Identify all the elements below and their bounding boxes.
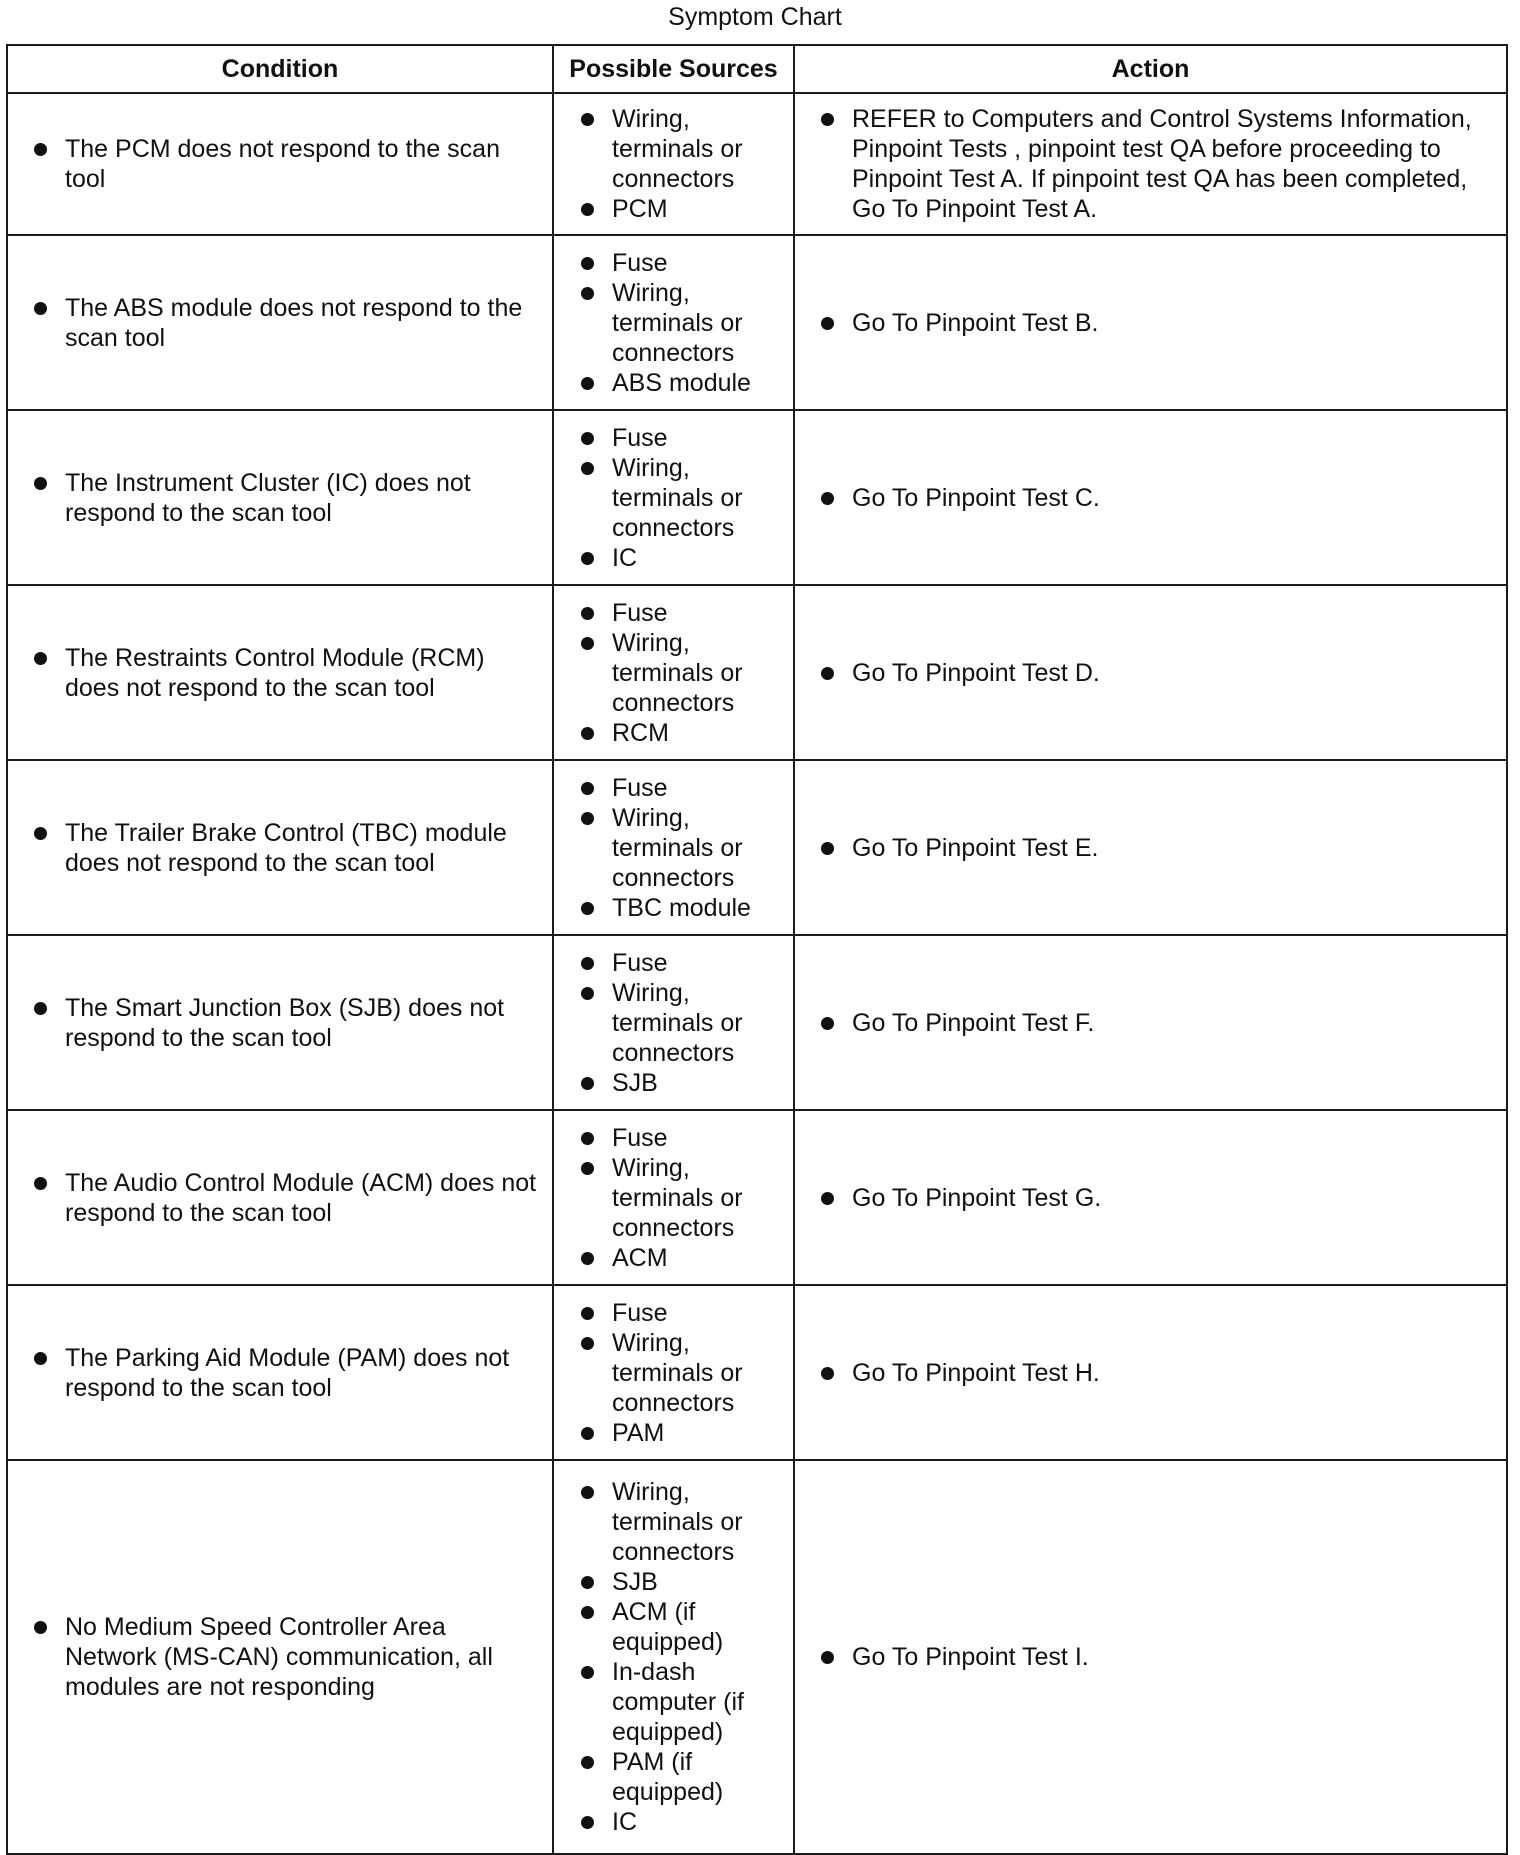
- condition-text: The Smart Junction Box (SJB) does not respond to the scan tool: [8, 993, 552, 1053]
- action-text: Go To Pinpoint Test D.: [795, 658, 1506, 688]
- sources-list: [554, 1298, 793, 1448]
- action-text: Go To Pinpoint Test E.: [795, 833, 1506, 863]
- sources-cell: [553, 235, 794, 410]
- condition-text: No Medium Speed Controller Area Network (MS-CAN) communication, all modules are not responding: [8, 1612, 552, 1702]
- condition-text: The Instrument Cluster (IC) does not respond to the scan tool: [8, 468, 552, 528]
- action-cell: [794, 935, 1507, 1110]
- table-row: [7, 585, 1507, 760]
- condition-list: [8, 818, 552, 878]
- sources-cell: [553, 935, 794, 1110]
- sources-cell: [553, 410, 794, 585]
- source-item: PAM: [554, 1418, 793, 1448]
- action-list: [795, 1008, 1506, 1038]
- condition-list: [8, 293, 552, 353]
- condition-text: The Parking Aid Module (PAM) does not respond to the scan tool: [8, 1343, 552, 1403]
- condition-text: The Trailer Brake Control (TBC) module does not respond to the scan tool: [8, 818, 552, 878]
- source-item: Wiring, terminals or connectors: [554, 1477, 793, 1567]
- source-item: Fuse: [554, 248, 793, 278]
- source-item: In-dash computer (if equipped): [554, 1657, 793, 1747]
- source-item: SJB: [554, 1068, 793, 1098]
- source-item: IC: [554, 1807, 793, 1837]
- action-cell: [794, 1285, 1507, 1460]
- header-row: [7, 45, 1507, 93]
- source-item: RCM: [554, 718, 793, 748]
- sources-cell: [553, 1110, 794, 1285]
- action-list: [795, 1642, 1506, 1672]
- action-cell: [794, 235, 1507, 410]
- source-item: Fuse: [554, 598, 793, 628]
- action-cell: [794, 1110, 1507, 1285]
- symptom-chart-table: [6, 44, 1508, 1855]
- sources-cell: [553, 585, 794, 760]
- condition-list: [8, 134, 552, 194]
- condition-list: [8, 1343, 552, 1403]
- sources-cell: [553, 760, 794, 935]
- action-list: [795, 104, 1506, 224]
- condition-cell: [7, 585, 553, 760]
- source-item: ACM (if equipped): [554, 1597, 793, 1657]
- condition-list: [8, 643, 552, 703]
- action-list: [795, 308, 1506, 338]
- source-item: PCM: [554, 194, 793, 224]
- source-item: Wiring, terminals or connectors: [554, 453, 793, 543]
- condition-cell: [7, 1285, 553, 1460]
- action-list: [795, 1183, 1506, 1213]
- action-cell: [794, 1460, 1507, 1854]
- condition-text: The Audio Control Module (ACM) does not respond to the scan tool: [8, 1168, 552, 1228]
- action-list: [795, 833, 1506, 863]
- sources-list: [554, 1123, 793, 1273]
- condition-text: The PCM does not respond to the scan tool: [8, 134, 552, 194]
- source-item: IC: [554, 543, 793, 573]
- condition-list: [8, 1168, 552, 1228]
- condition-cell: [7, 1110, 553, 1285]
- condition-text: The Restraints Control Module (RCM) does not respond to the scan tool: [8, 643, 552, 703]
- sources-cell: [553, 93, 794, 235]
- chart-title: Symptom Chart: [668, 3, 842, 31]
- table-row: [7, 93, 1507, 235]
- action-list: [795, 483, 1506, 513]
- source-item: Fuse: [554, 423, 793, 453]
- table-row: [7, 1110, 1507, 1285]
- source-item: Wiring, terminals or connectors: [554, 628, 793, 718]
- header-condition: Condition: [7, 45, 553, 93]
- source-item: Wiring, terminals or connectors: [554, 104, 793, 194]
- condition-list: [8, 993, 552, 1053]
- condition-cell: [7, 1460, 553, 1854]
- condition-text: The ABS module does not respond to the scan tool: [8, 293, 552, 353]
- table-row: [7, 760, 1507, 935]
- sources-list: [554, 248, 793, 398]
- action-text: Go To Pinpoint Test B.: [795, 308, 1506, 338]
- source-item: PAM (if equipped): [554, 1747, 793, 1807]
- header-possible-sources: Possible Sources: [553, 45, 794, 93]
- source-item: ACM: [554, 1243, 793, 1273]
- action-list: [795, 658, 1506, 688]
- sources-list: [554, 948, 793, 1098]
- action-text: Go To Pinpoint Test C.: [795, 483, 1506, 513]
- condition-cell: [7, 93, 553, 235]
- action-text: REFER to Computers and Control Systems Information, Pinpoint Tests , pinpoint test QA before proceeding to Pinpoint Test A. If pinpoint test QA has been completed, Go To Pinpoint Test A.: [795, 104, 1506, 224]
- condition-list: [8, 1612, 552, 1702]
- action-text: Go To Pinpoint Test G.: [795, 1183, 1506, 1213]
- source-item: SJB: [554, 1567, 793, 1597]
- condition-cell: [7, 760, 553, 935]
- action-cell: [794, 760, 1507, 935]
- table-row: [7, 410, 1507, 585]
- condition-cell: [7, 935, 553, 1110]
- source-item: Fuse: [554, 948, 793, 978]
- sources-cell: [553, 1460, 794, 1854]
- sources-list: [554, 598, 793, 748]
- condition-cell: [7, 410, 553, 585]
- source-item: Wiring, terminals or connectors: [554, 1153, 793, 1243]
- source-item: Wiring, terminals or connectors: [554, 803, 793, 893]
- header-action: Action: [794, 45, 1507, 93]
- sources-list: [554, 1477, 793, 1837]
- sources-list: [554, 104, 793, 224]
- source-item: TBC module: [554, 893, 793, 923]
- action-cell: [794, 93, 1507, 235]
- source-item: Wiring, terminals or connectors: [554, 1328, 793, 1418]
- table-row: [7, 935, 1507, 1110]
- sources-list: [554, 423, 793, 573]
- action-cell: [794, 585, 1507, 760]
- action-text: Go To Pinpoint Test I.: [795, 1642, 1506, 1672]
- source-item: Fuse: [554, 773, 793, 803]
- condition-list: [8, 468, 552, 528]
- source-item: Fuse: [554, 1123, 793, 1153]
- source-item: Fuse: [554, 1298, 793, 1328]
- sources-cell: [553, 1285, 794, 1460]
- action-cell: [794, 410, 1507, 585]
- condition-cell: [7, 235, 553, 410]
- action-text: Go To Pinpoint Test F.: [795, 1008, 1506, 1038]
- source-item: Wiring, terminals or connectors: [554, 278, 793, 368]
- table-row: [7, 1460, 1507, 1854]
- table-row: [7, 1285, 1507, 1460]
- sources-list: [554, 773, 793, 923]
- action-text: Go To Pinpoint Test H.: [795, 1358, 1506, 1388]
- source-item: ABS module: [554, 368, 793, 398]
- table-row: [7, 235, 1507, 410]
- action-list: [795, 1358, 1506, 1388]
- source-item: Wiring, terminals or connectors: [554, 978, 793, 1068]
